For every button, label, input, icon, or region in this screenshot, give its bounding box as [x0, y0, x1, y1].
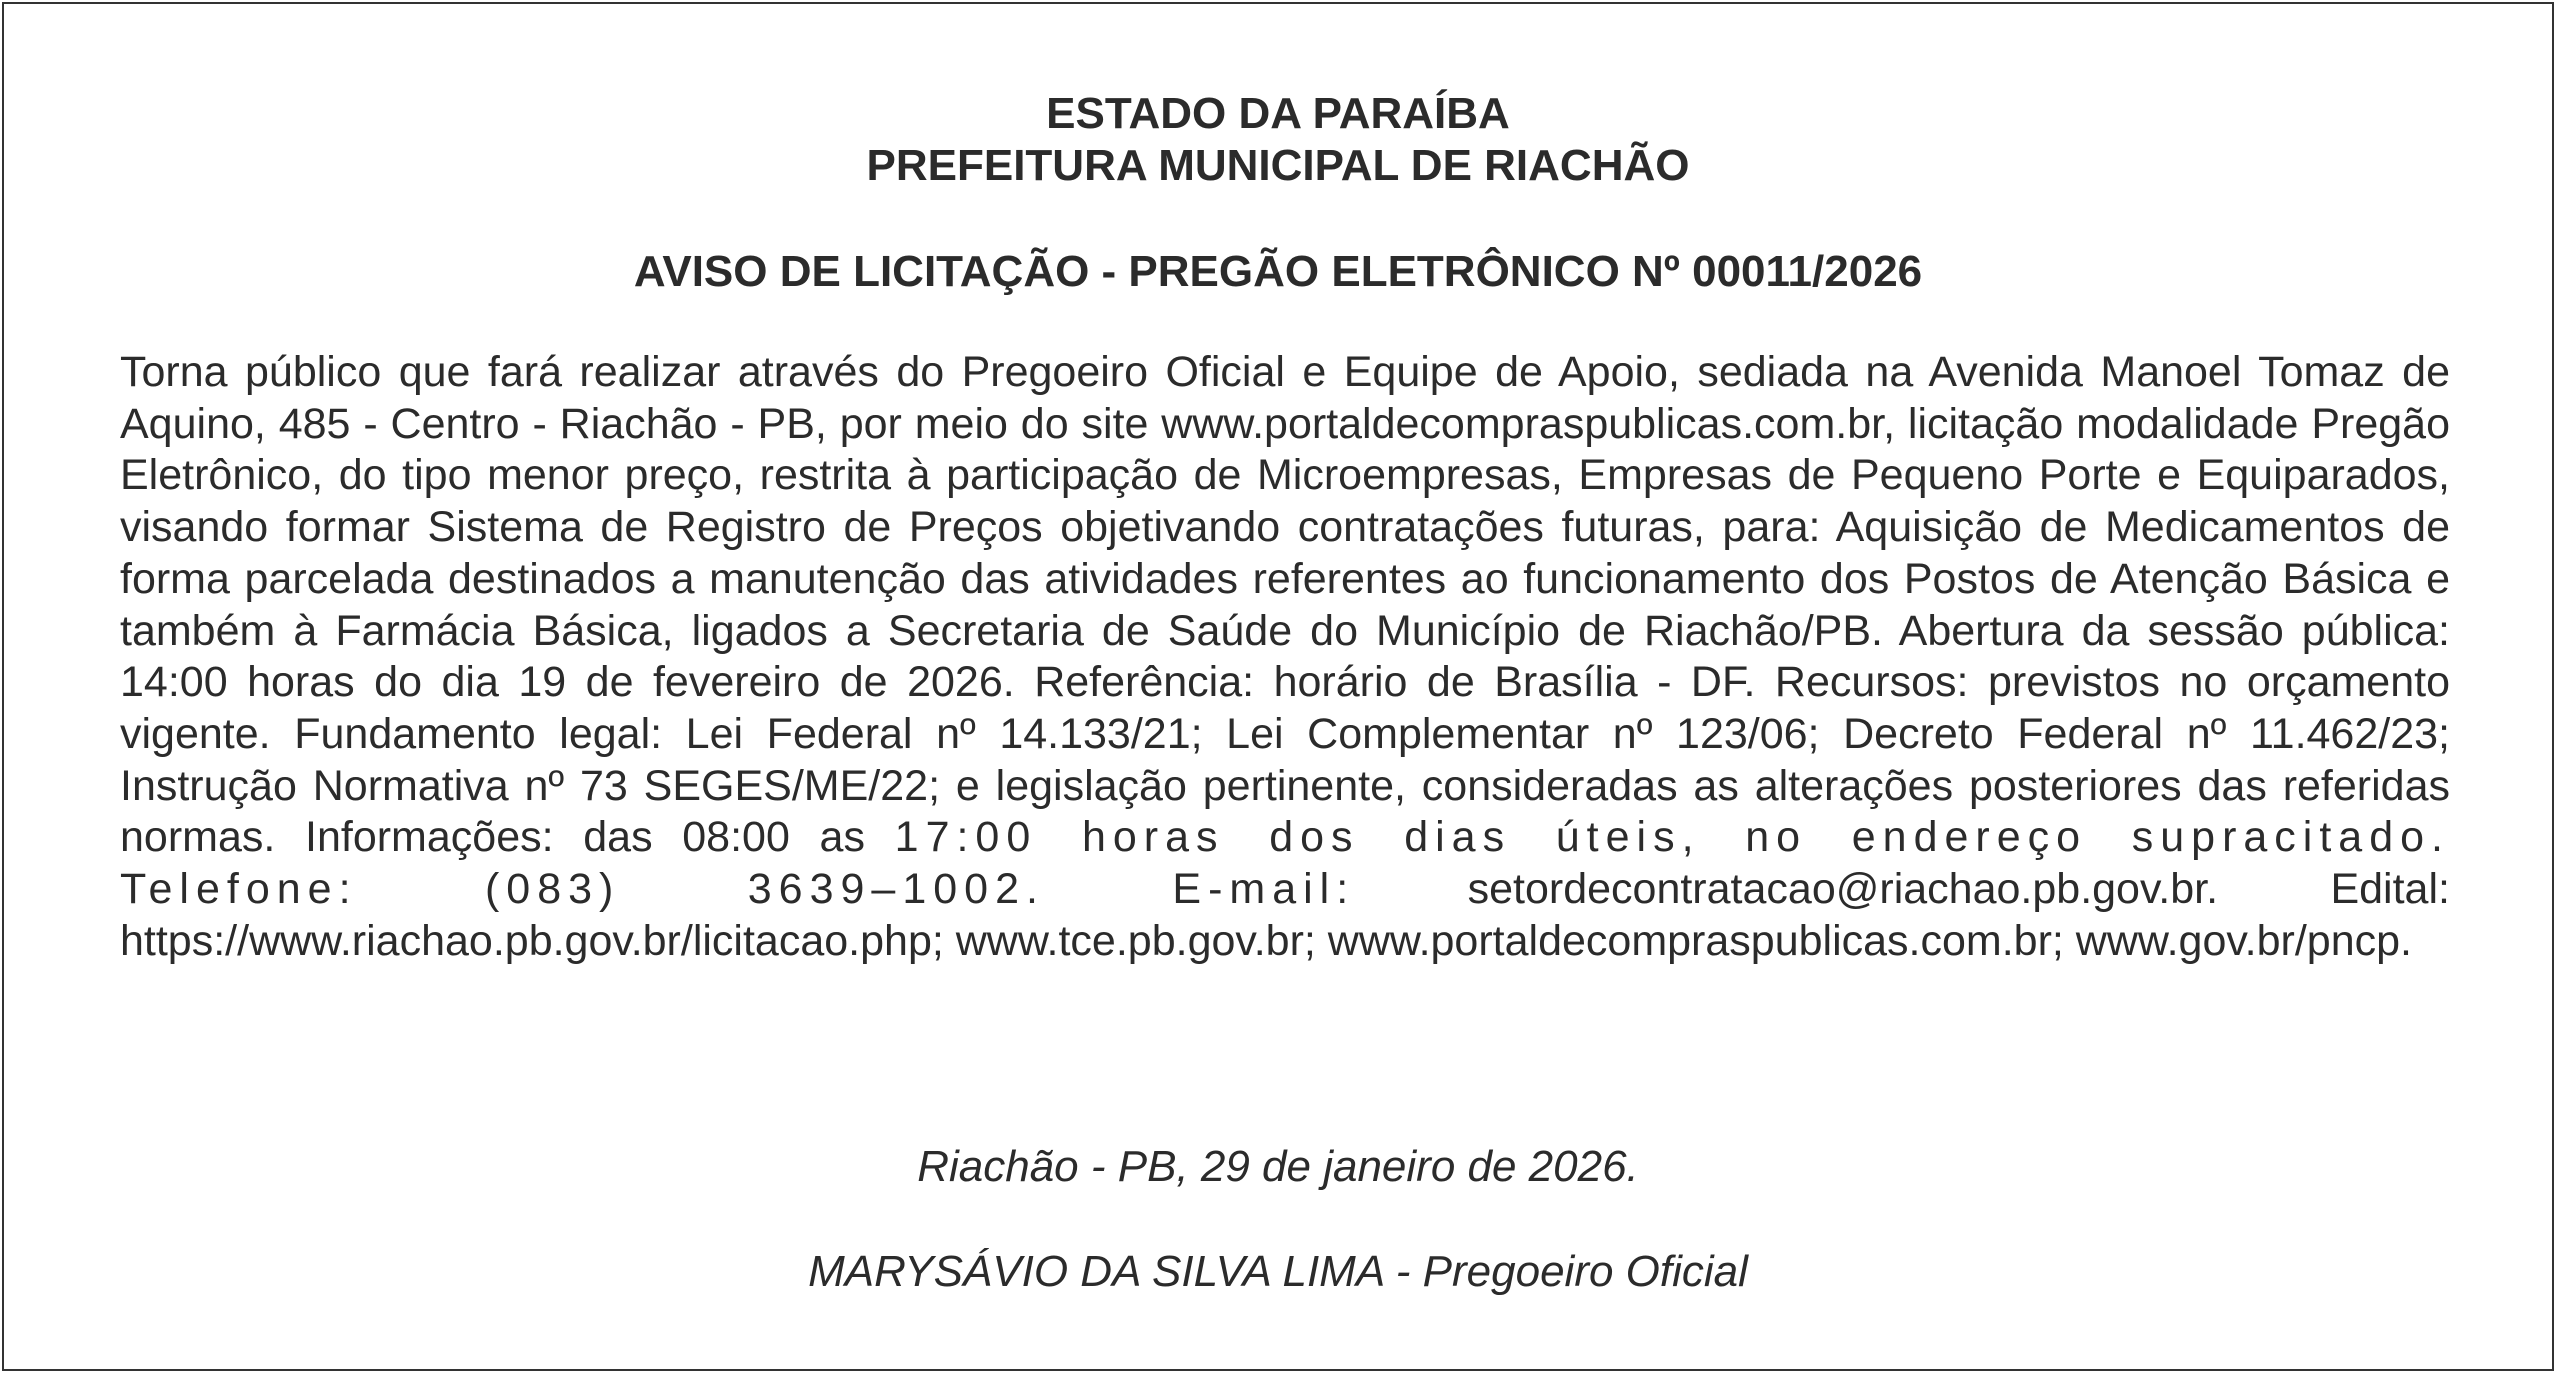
notice-body-links: setordecontratacao@riachao.pb.gov.br. Edital: https://www.riachao.pb.gov.br/licitacao.php; www.tce.pb.gov.br; www.portaldecompraspublicas.com.br; www.gov.br/pncp. [120, 865, 2450, 965]
municipality-heading: PREFEITURA MUNICIPAL DE RIACHÃO [866, 141, 1690, 190]
notice-title: AVISO DE LICITAÇÃO - PREGÃO ELETRÔNICO Nº 00011/2026 [633, 247, 1923, 296]
signature-line: MARYSÁVIO DA SILVA LIMA - Pregoeiro Oficial [808, 1247, 1748, 1296]
notice-body-part1: Torna público que fará realizar através do Pregoeiro Oficial e Equipe de Apoio, sediada na Avenida Manoel Tomaz de Aquino, 485 - Centro - Riachão - PB, por meio do site www.portaldecompraspublicas.com.br, licitação modalidade Pregão Eletrônico, do tipo menor preço, restrita à participação de Microempresas, Empresas de Pequeno Porte e Equiparados, visando formar Sistema de Registro de Preços objetivando contratações futuras, para: Aquisição de Medicamentos de forma parcelada destinados a manutenção das atividades referentes ao funcionamento dos Postos de Atenção Básica e também à Farmácia Básica, ligados a Secretaria de Saúde do Município de Riachão/PB. Abertura da sessão pública: 14:00 horas do dia 19 de fevereiro de 2026. Referência: horário de Brasília - DF. Recursos: previstos no orçamento vigente. Fundamento legal: Lei Federal nº 14.133/21; Lei Complementar nº 123/06; Decreto Federal nº 11.462/23; Instrução Normativa nº 73 SEGES/ME/22; e legislação pertinente, consideradas as alterações posteriores das referidas normas. Informações: das 08:00 as [120, 348, 2450, 862]
state-heading: ESTADO DA PARAÍBA [1046, 89, 1510, 138]
notice-body-contact-hours: 17:00 horas dos dias úteis, no endereço supracitado. Telefone: (083) 3639–1002. E-mail: [120, 813, 2450, 914]
notice-body [120, 347, 2450, 967]
place-date: Riachão - PB, 29 de janeiro de 2026. [917, 1142, 1639, 1191]
notice-frame [2, 2, 2554, 1371]
